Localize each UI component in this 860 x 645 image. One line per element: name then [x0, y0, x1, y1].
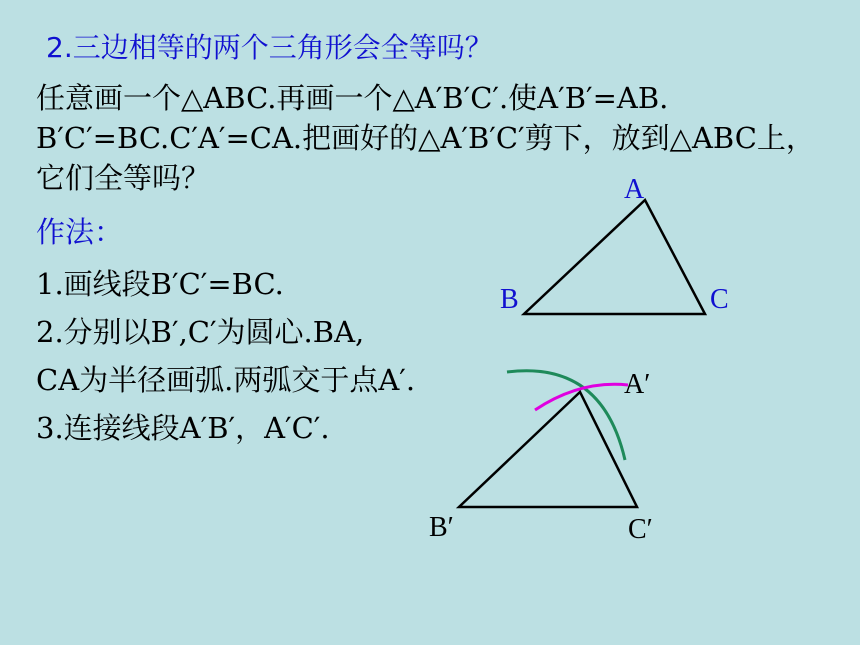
label-c: C [710, 284, 729, 315]
label-c-prime: C′ [628, 514, 653, 545]
label-a-prime: A′ [624, 369, 651, 400]
method-heading: 作法： [36, 215, 124, 249]
triangle-abc [524, 200, 705, 314]
step-2: 2.分别以B′,C′为圆心.BA, [36, 315, 365, 349]
step-3: 3.连接线段A′B′，A′C′. [36, 411, 330, 445]
paragraph-line-3: 它们全等吗？ [36, 161, 211, 195]
label-b: B [500, 284, 519, 315]
paragraph-line-1: 任意画一个△ABC.再画一个△A′B′C′.使A′B′=AB. [36, 81, 669, 115]
triangle-a-prime-b-prime-c-prime [459, 392, 637, 507]
step-2-continued: CA为半径画弧.两弧交于点A′. [36, 363, 416, 397]
step-1: 1.画线段B′C′=BC. [36, 267, 284, 301]
label-a: A [624, 174, 645, 205]
question-title: 2.三边相等的两个三角形会全等吗？ [46, 31, 493, 64]
label-b-prime: B′ [429, 512, 454, 543]
paragraph-line-2: B′C′=BC.C′A′=CA.把画好的△A′B′C′剪下，放到△ABC上， [36, 121, 815, 155]
